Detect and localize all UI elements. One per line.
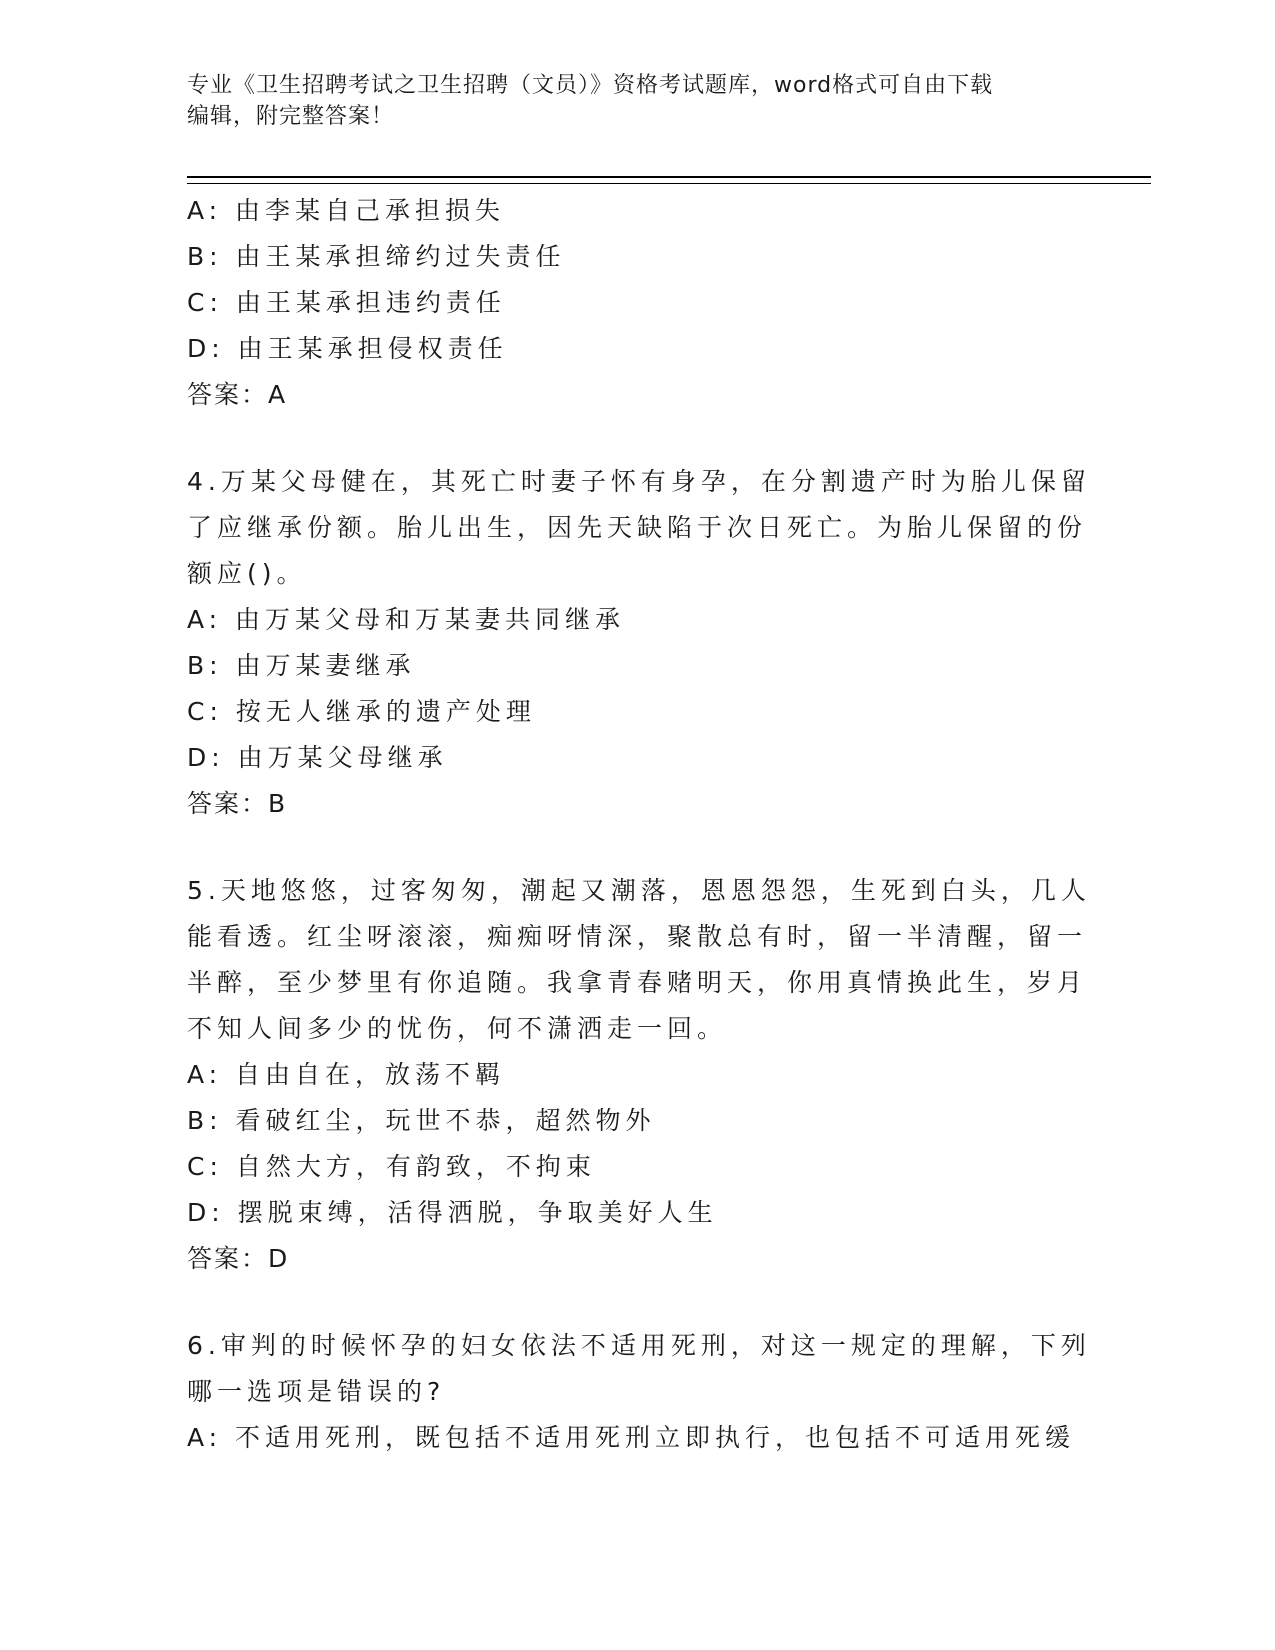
- option-b: B: 由万某妻继承: [187, 651, 416, 680]
- document-header: [187, 70, 1087, 132]
- header-divider-thick: [187, 176, 1151, 178]
- question-stem-line: 半醉，至少梦里有你追随。我拿青春赌明天，你用真情换此生，岁月: [187, 968, 1088, 997]
- option-c: C: 由王某承担违约责任: [187, 288, 506, 317]
- option-c: C: 按无人继承的遗产处理: [187, 697, 536, 726]
- spacer: [187, 827, 1067, 868]
- option-b: B: 由王某承担缔约过失责任: [187, 242, 566, 271]
- option-a: A: 自由自在，放荡不羁: [187, 1060, 506, 1089]
- question-6: [187, 1323, 1091, 1461]
- option-b: B: 看破红尘，玩世不恭，超然物外: [187, 1106, 656, 1135]
- question-stem-line: 4.万某父母健在，其死亡时妻子怀有身孕，在分割遗产时为胎儿保留: [187, 467, 1091, 496]
- option-a: A: 由李某自己承担损失: [187, 196, 506, 225]
- question-stem-line: 额应()。: [187, 559, 307, 588]
- option-a: A: 由万某父母和万某妻共同继承: [187, 605, 626, 634]
- question-4-answer: 答案：B: [187, 789, 288, 818]
- header-divider-thin: [187, 183, 1151, 184]
- question-stem-line: 不知人间多少的忧伤，何不潇洒走一回。: [187, 1014, 728, 1043]
- option-d: D: 摆脱束缚，活得洒脱，争取美好人生: [187, 1198, 718, 1227]
- question-stem-line: 5.天地悠悠，过客匆匆，潮起又潮落，恩恩怨怨，生死到白头，几人: [187, 876, 1091, 905]
- option-d: D: 由万某父母继承: [187, 743, 448, 772]
- question-stem-line: 6.审判的时候怀孕的妇女依法不适用死刑，对这一规定的理解，下列: [187, 1331, 1091, 1360]
- question-4: [187, 459, 1091, 827]
- question-stem-line: 哪一选项是错误的?: [187, 1377, 446, 1406]
- option-c: C: 自然大方，有韵致，不拘束: [187, 1152, 596, 1181]
- question-5-answer: 答案：D: [187, 1244, 290, 1273]
- question-3-answer: 答案：A: [187, 380, 288, 409]
- question-stem-line: 能看透。红尘呀滚滚，痴痴呀情深，聚散总有时，留一半清醒，留一: [187, 922, 1088, 951]
- option-d: D: 由王某承担侵权责任: [187, 334, 508, 363]
- question-stem-line: 了应继承份额。胎儿出生，因先天缺陷于次日死亡。为胎儿保留的份: [187, 513, 1088, 542]
- question-3-options: [187, 188, 1067, 372]
- header-line-2: 编辑，附完整答案！: [187, 104, 395, 129]
- header-line-1: 专业《卫生招聘考试之卫生招聘（文员）》资格考试题库，word格式可自由下载: [187, 73, 994, 98]
- question-5: [187, 868, 1091, 1282]
- spacer: [187, 1282, 1067, 1323]
- spacer: [187, 418, 1067, 459]
- option-a: A: 不适用死刑，既包括不适用死刑立即执行，也包括不可适用死缓: [187, 1423, 1076, 1452]
- question-content: [187, 188, 1091, 1461]
